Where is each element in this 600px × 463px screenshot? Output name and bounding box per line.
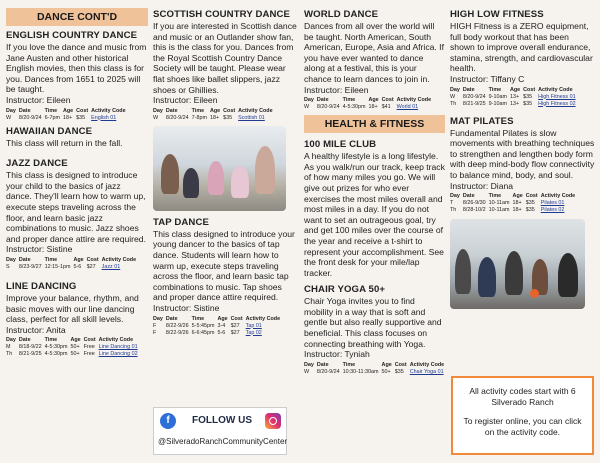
cell-date: 8/18-9/22 [18, 344, 42, 351]
activity-code-note-line2: To register online, you can click on the activity code. [463, 416, 582, 437]
cell-day: Th [6, 351, 13, 358]
column-4 [450, 0, 596, 309]
cell-cost: $27 [230, 322, 240, 329]
cell-date: 8/22-9/26 [165, 322, 189, 329]
cell-age: 5-6 [73, 263, 82, 270]
col-day: Day [6, 256, 16, 263]
cell-time: 4-5:30pm [44, 351, 68, 358]
dance-class-photo [153, 126, 286, 211]
activity-code-link[interactable]: Tap 02 [245, 329, 262, 336]
follow-us-label: FOLLOW US [192, 415, 252, 426]
cell-time: 4-5:30pm [44, 344, 68, 351]
cell-cost: $35 [525, 207, 535, 214]
cell-day: W [304, 368, 310, 375]
scottish-schedule [153, 108, 276, 122]
high-low-fitness-desc: HIGH Fitness is a ZERO equipment, full body workout that has been shown to improve overall endurance, stamina, strength, and cardiovascular health. [450, 21, 593, 74]
cell-age: 50+ [381, 368, 391, 375]
mat-pilates-title: MAT PILATES [450, 115, 514, 127]
activity-code-link[interactable]: World 01 [396, 104, 419, 111]
cell-age: 18+ [512, 207, 522, 214]
english-instructor: Instructor: Eileen [6, 94, 71, 105]
activity-code-link[interactable]: Tap 01 [245, 322, 262, 329]
column-2 [153, 0, 298, 338]
cell-day: W [6, 114, 12, 121]
cell-time: 5-5:45pm [191, 322, 215, 329]
column-1 [6, 0, 148, 359]
chair-yoga-title: CHAIR YOGA 50+ [304, 284, 386, 296]
jazz-schedule [6, 257, 139, 271]
activity-code-link[interactable]: Pilates 02 [540, 207, 565, 214]
activity-code-link[interactable]: English 01 [91, 114, 117, 121]
facebook-icon[interactable]: f [160, 413, 176, 429]
schedule-header-row [450, 193, 578, 200]
table-row [6, 115, 129, 122]
english-country-dance-title: ENGLISH COUNTRY DANCE [6, 30, 138, 41]
cell-cost: $35 [523, 100, 533, 107]
follow-us-box [153, 407, 287, 455]
cell-day: Th [450, 207, 457, 214]
cell-time: 10:30-11:30am [342, 368, 379, 375]
cell-age: 3-4 [217, 322, 226, 329]
english-country-dance-desc: If you love the dance and music from Jane Austen and other historical English movies, then this class is for you. Dances from 1651 to 2025 will be taught. [6, 42, 147, 95]
col-age: Age [70, 337, 81, 344]
pilates-instructor: Instructor: Diana [450, 180, 514, 191]
activity-code-link[interactable]: Line Dancing 01 [98, 344, 138, 351]
line-instructor: Instructor: Anita [6, 324, 66, 335]
cell-cost: $35 [76, 114, 86, 121]
tap-dance-title: TAP DANCE [153, 216, 209, 228]
hlow-instructor: Instructor: Tiffany C [450, 73, 525, 84]
col-time: Time [44, 337, 58, 344]
line-schedule [6, 337, 141, 358]
cell-cost: $35 [523, 93, 533, 100]
col-day: Day [153, 107, 163, 114]
cell-age: 18+ [368, 104, 378, 111]
tap-dance-desc: This class designed to introduce your young dancer to the basics of tap dance. Students will learn how to warm up, execute steps traveling across the floor, and learn basic tap combinations to music. Tap shoes and proper dance attire required. [153, 228, 295, 303]
cell-age: 18+ [209, 114, 220, 121]
chair-yoga-photo [450, 219, 585, 309]
col-code: Activity Code [538, 86, 573, 93]
col-time: Time [44, 107, 58, 114]
cell-age: 50+ [70, 351, 80, 358]
tap-schedule [153, 316, 283, 337]
col-day: Day [304, 361, 314, 368]
cell-date: 8/21-9/25 [462, 100, 486, 107]
col-cost: Cost [76, 107, 89, 114]
cell-date: 8/20-9/24 [462, 93, 486, 100]
cell-time: 6-7pm [44, 114, 60, 121]
col-age: Age [209, 107, 221, 114]
cell-cost: $27 [230, 329, 240, 336]
col-code: Activity Code [101, 256, 137, 263]
col-day: Day [153, 315, 163, 322]
cell-age: 18+ [62, 114, 73, 121]
cell-age: 18+ [512, 200, 522, 207]
cell-day: W [304, 104, 310, 111]
cell-cost: $41 [381, 104, 391, 111]
100-mile-club-desc: A healthy lifestyle is a long lifestyle. As you walk/run our track, keep track of how many miles you go. We will give out prizes for who ever exercises the most miles overall and most miles in a day. If you do not want to set an outrageous goal, try and get 100 miles over the course of the year and receive a t-shirt to represent your accomplishment. See the front desk for your mile/lap tracker. [304, 151, 445, 278]
cell-time: 12:15-1pm [44, 263, 71, 270]
col-day: Day [450, 86, 460, 93]
col-date: Date [316, 361, 329, 368]
cell-day: Th [450, 100, 457, 107]
world-schedule [304, 97, 434, 111]
activity-code-link[interactable]: Jazz 01 [101, 263, 121, 270]
col-cost: Cost [525, 193, 538, 200]
col-time: Time [488, 193, 502, 200]
cell-age: 5-6 [217, 329, 226, 336]
col-age: Age [73, 256, 84, 263]
hawaiian-dance-title: HAWAIIAN DANCE [6, 125, 93, 137]
col-cost: Cost [86, 256, 99, 263]
cell-cost: $35 [394, 368, 404, 375]
cell-age: 13+ [509, 93, 520, 100]
cell-time: 9-10am [488, 100, 507, 107]
col-code: Activity Code [238, 107, 273, 114]
table-row [450, 207, 578, 214]
col-day: Day [6, 107, 16, 114]
table-row [450, 101, 579, 108]
hlow-schedule [450, 87, 579, 108]
cell-date: 8/20-9/24 [18, 114, 42, 121]
table-row [304, 369, 447, 376]
cell-time: 7-8pm [191, 114, 207, 121]
col-day: Day [450, 193, 460, 200]
col-date: Date [18, 107, 31, 114]
cell-cost: Free [83, 344, 95, 351]
col-day: Day [304, 97, 314, 104]
col-cost: Cost [523, 86, 536, 93]
cell-cost: $35 [223, 114, 233, 121]
jazz-dance-title: JAZZ DANCE [6, 158, 68, 170]
col-time: Time [44, 256, 58, 263]
health-fitness-banner: HEALTH & FITNESS [304, 115, 445, 133]
table-row [6, 344, 141, 351]
cell-day: S [6, 263, 10, 270]
col-cost: Cost [394, 361, 407, 368]
cell-date: 8/26-9/30 [462, 200, 486, 207]
activity-code-link[interactable]: Pilates 01 [540, 200, 565, 207]
activity-code-link[interactable]: High Fitness 01 [538, 93, 576, 100]
cell-date: 8/20-9/24 [316, 368, 340, 375]
activity-code-note-line1: All activity codes start with 6 Silverado Ranch [469, 386, 576, 407]
col-cost: Cost [83, 337, 96, 344]
schedule-header-row [6, 108, 129, 115]
yoga-instructor: Instructor: Tyniah [304, 349, 370, 360]
col-age: Age [217, 315, 228, 322]
world-dance-title: WORLD DANCE [304, 9, 379, 20]
col-day: Day [6, 337, 16, 344]
activity-code-link[interactable]: Line Dancing 02 [98, 351, 138, 358]
col-time: Time [488, 86, 502, 93]
pilates-schedule [450, 193, 578, 214]
col-code: Activity Code [91, 107, 126, 114]
cell-cost: $35 [525, 200, 535, 207]
jazz-instructor: Instructor: Sistine [6, 244, 73, 255]
table-row [6, 264, 139, 271]
line-dancing-title: LINE DANCING [6, 280, 77, 292]
col-age: Age [368, 97, 379, 104]
col-cost: Cost [223, 107, 236, 114]
cell-cost: Free [83, 351, 95, 358]
schedule-header-row [304, 97, 434, 104]
cell-date: 8/21-9/25 [18, 351, 42, 358]
cell-day: F [153, 329, 157, 336]
cell-time: 10-11am [488, 200, 510, 207]
cell-time: 6-6:45pm [191, 329, 215, 336]
cell-date: 8/23-9/27 [18, 263, 42, 270]
cell-age: 13+ [509, 100, 520, 107]
activity-code-note [451, 376, 594, 455]
col-cost: Cost [230, 315, 243, 322]
jazz-dance-desc: This class is designed to introduce your child to the basics of jazz dance. They'll learn how to warm up, execute steps traveling across the floor, and learn basic jazz combinations to music. Jazz shoes and proper dance attire are required. [6, 170, 146, 244]
cell-day: W [450, 93, 456, 100]
schedule-header-row [6, 257, 139, 264]
col-code: Activity Code [245, 315, 281, 322]
high-low-fitness-title: HIGH LOW FITNESS [450, 9, 544, 20]
col-age: Age [512, 193, 523, 200]
col-age: Age [381, 361, 392, 368]
activity-code-link[interactable]: Scottish 01 [238, 114, 265, 121]
cell-time: 10-11am [488, 207, 510, 214]
table-row [153, 115, 276, 122]
cell-date: 8/28-10/2 [462, 207, 486, 214]
scottish-instructor: Instructor: Eileen [153, 95, 218, 106]
col-time: Time [342, 97, 356, 104]
col-date: Date [316, 97, 329, 104]
scottish-country-dance-title: SCOTTISH COUNTRY DANCE [153, 9, 291, 20]
cell-time: 9-10am [488, 93, 507, 100]
col-date: Date [165, 315, 178, 322]
cell-day: T [450, 200, 454, 207]
mat-pilates-desc: Fundamental Pilates is slow movements with breathing techniques to strengthen and lengthen body form with deep mind-body flow connectivity to balance mind, body, and soul. [450, 127, 595, 180]
dance-contd-banner: DANCE CONT'D [6, 8, 148, 26]
col-code: Activity Code [396, 97, 432, 104]
col-code: Activity Code [98, 337, 134, 344]
col-age: Age [62, 107, 74, 114]
cell-date: 8/20-9/24 [165, 114, 189, 121]
col-cost: Cost [381, 97, 394, 104]
col-date: Date [165, 107, 178, 114]
schedule-header-row [153, 108, 276, 115]
chair-yoga-desc: Chair Yoga invites you to find mobility in a way that is soft and gentle but also really supportive and beneficial. This class focuses on connecting breathing with Yoga. [304, 296, 442, 349]
col-date: Date [18, 337, 31, 344]
english-schedule [6, 108, 129, 122]
schedule-header-row [153, 316, 283, 323]
world-dance-desc: Dances from all over the world will be taught. North American, South American, Europe, Asia and Africa. If you have ever wanted to dance along at a festival, this is your chance to learn dances to join in. [304, 21, 444, 84]
col-date: Date [18, 256, 31, 263]
col-date: Date [462, 86, 475, 93]
table-row [304, 104, 434, 111]
hawaiian-dance-desc: This class will return in the fall. [6, 137, 123, 148]
table-row [450, 200, 578, 207]
table-row [6, 351, 141, 358]
col-code: Activity Code [409, 361, 445, 368]
social-handle[interactable]: @SilveradoRanchCommunityCenter [158, 437, 288, 446]
activity-code-link[interactable]: Chair Yoga 01 [409, 368, 444, 375]
100-mile-club-title: 100 MILE CLUB [304, 139, 377, 151]
cell-age: 50+ [70, 344, 80, 351]
schedule-header-row [6, 337, 141, 344]
col-time: Time [191, 107, 205, 114]
cell-time: 4-5:30pm [342, 104, 366, 111]
table-row [450, 94, 579, 101]
col-age: Age [509, 86, 521, 93]
yoga-schedule [304, 362, 447, 376]
cell-day: M [6, 344, 11, 351]
table-row [153, 330, 283, 337]
col-code: Activity Code [540, 193, 576, 200]
schedule-header-row [450, 87, 579, 94]
cell-date: 8/20-9/24 [316, 104, 340, 111]
tap-instructor: Instructor: Sistine [153, 302, 220, 313]
cell-cost: $27 [86, 263, 96, 270]
col-time: Time [342, 361, 356, 368]
instagram-icon[interactable] [265, 413, 281, 429]
cell-day: W [153, 114, 159, 121]
col-date: Date [462, 193, 475, 200]
world-instructor: Instructor: Eileen [304, 84, 369, 95]
line-dancing-desc: Improve your balance, rhythm, and basic moves with our line dancing class, perfect for all skill levels. [6, 292, 139, 325]
schedule-header-row [304, 362, 447, 369]
activity-code-link[interactable]: High Fitness 02 [538, 100, 576, 107]
scottish-country-dance-desc: If you are interested in Scottish dance and music or an Outlander show fan, this is the class for you. Dances from the Royal Scottish Country Dance Society will be taught. Please wear flat shoes like ballet slippers, jazz shoes or Ghillies. [153, 21, 297, 95]
column-3 [304, 0, 445, 377]
cell-day: F [153, 322, 157, 329]
table-row [153, 323, 283, 330]
col-time: Time [191, 315, 205, 322]
cell-date: 8/22-9/26 [165, 329, 189, 336]
